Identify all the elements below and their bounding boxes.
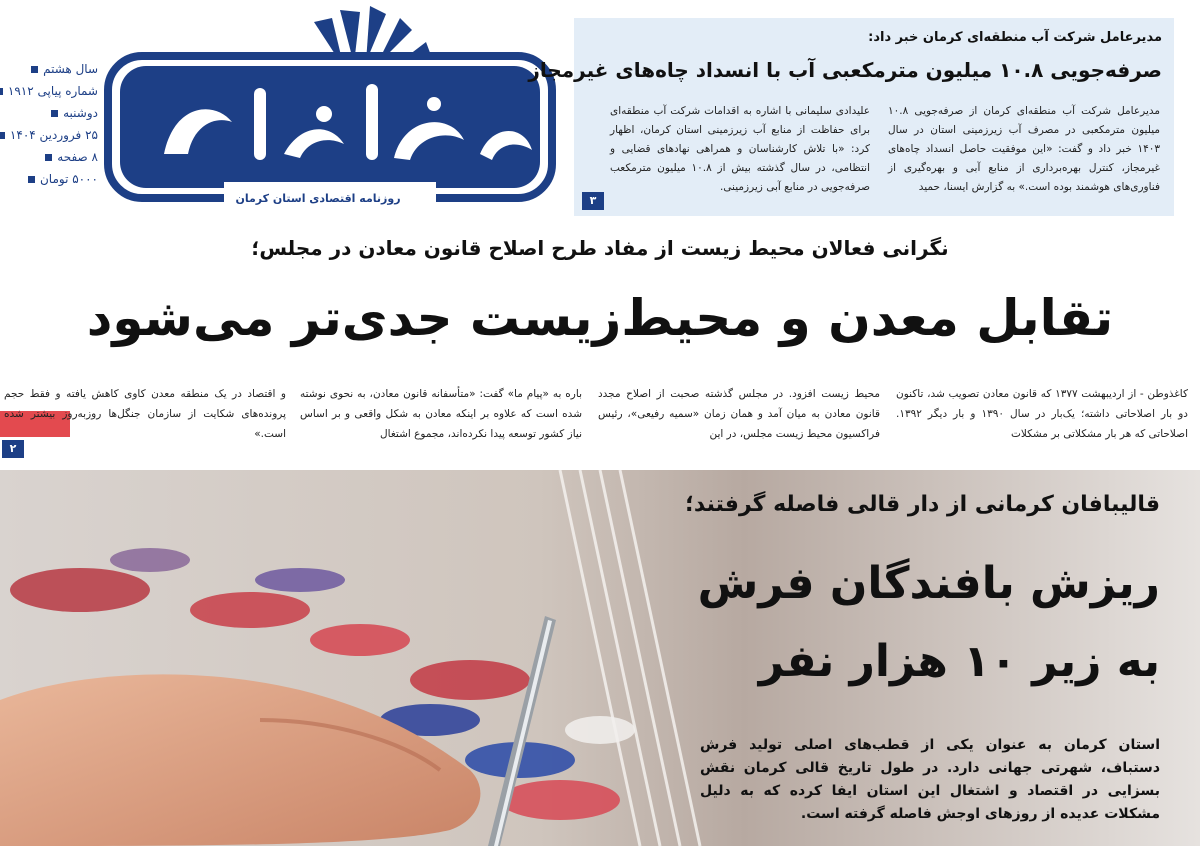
teaser-title[interactable]: صرفه‌جویی ۱۰.۸ میلیون مترمکعبی آب با انسداد چاه‌های غیرمجاز — [528, 58, 1162, 82]
newspaper-logo — [104, 4, 556, 216]
teaser-column-left: علیدادی سلیمانی با اشاره به اقدامات شرکت آب منطقه‌ای برای حفاظت از منابع آب زیرزمینی استان کرمان، اظهار کرد: «با تلاش کارشناسان و همراهی نهادهای قضایی و انتظامی، در سال گذشته بیش از ۱۰.۸ میلیون مترمکعب صرفه‌جویی در منابع آبی زیرزمینی. — [610, 105, 870, 193]
issue-info — [6, 58, 98, 190]
mining-column-3: باره به «پیام ما» گفت: «متأسفانه قانون معادن، به نحوی نوشته شده است که علاوه بر اینکه معادن به شکل واقعی و بر اساس نیاز کشور توسعه پیدا نکرده‌اند، مجموع اشتغال — [300, 388, 582, 440]
logo-caption: روزنامه اقتصادی استان کرمان — [235, 192, 401, 205]
carpet-headline-line-2[interactable]: به زیر ۱۰ هزار نفر — [758, 636, 1160, 687]
mining-column-4: و اقتصاد در یک منطقه معدن کاوی کاهش یافته و فقط حجم پرونده‌های شکایت از سازمان جنگل‌ها روزبه‌روز بیشتر شده است.» — [4, 388, 286, 440]
teaser-page-badge[interactable]: ۳ — [582, 192, 604, 210]
teaser-kicker: مدیرعامل شرکت آب منطقه‌ای کرمان خبر داد: — [868, 30, 1162, 45]
mining-kicker: نگرانی فعالان محیط زیست از مفاد طرح اصلاح قانون معادن در مجلس؛ — [251, 236, 949, 260]
teaser-box[interactable] — [528, 18, 1174, 216]
carpet-kicker: قالیبافان کرمانی از دار قالی فاصله گرفتند؛ — [685, 492, 1160, 517]
carpet-body: استان کرمان به عنوان یکی از قطب‌های اصلی تولید فرش دستباف، شهرتی جهانی دارد. در طول تاریخ قالی کرمان نقش بسزایی در اقتصاد و اشتغال این استان ایفا کرده که به دلیل مشکلات عدیده از روزهای اوجش فاصله گرفته است. — [700, 737, 1160, 822]
issue-year: سال هشتم — [6, 58, 98, 80]
mining-page-badge[interactable]: ۲ — [2, 440, 24, 458]
issue-number: شماره پیاپی ۱۹۱۲ — [6, 80, 98, 102]
issue-date: ۲۵ فروردین ۱۴۰۴ — [6, 124, 98, 146]
mining-column-1: کاغذوطن - از اردیبهشت ۱۳۷۷ که قانون معادن تصویب شد، تاکنون دو بار اصلاحاتی داشته؛ یک‌بار در سال ۱۳۹۰ و بار دیگر ۱۳۹۲. اصلاحاتی که هر بار مشکلاتی بر مشکلات — [896, 388, 1188, 440]
issue-price: ۵۰۰۰ تومان — [6, 168, 98, 190]
issue-weekday: دوشنبه — [6, 102, 98, 124]
mining-headline[interactable]: تقابل معدن و محیط‌زیست جدی‌تر می‌شود — [86, 289, 1114, 347]
teaser-column-right: مدیرعامل شرکت آب منطقه‌ای کرمان از صرفه‌جویی ۱۰.۸ میلیون مترمکعبی در مصرف آب زیرزمینی استان در سال ۱۴۰۳ خبر داد و گفت: «این موفقیت حاصل انسداد چاه‌های غیرمجاز، کنترل بهره‌برداری از منابع آبی و بهره‌گیری از فناوری‌های هوشمند بوده است.» به گزارش ایسنا، حمید — [888, 105, 1160, 193]
mining-column-2: محیط زیست افزود. در مجلس گذشته صحبت از اصلاح مجدد قانون معادن به میان آمد و همان زمان «سمیه رفیعی»، رئیس فراکسیون محیط زیست مجلس، در این — [598, 388, 880, 440]
carpet-headline-line-1[interactable]: ریزش بافندگان فرش — [697, 558, 1160, 609]
issue-pages: ۸ صفحه — [6, 146, 98, 168]
